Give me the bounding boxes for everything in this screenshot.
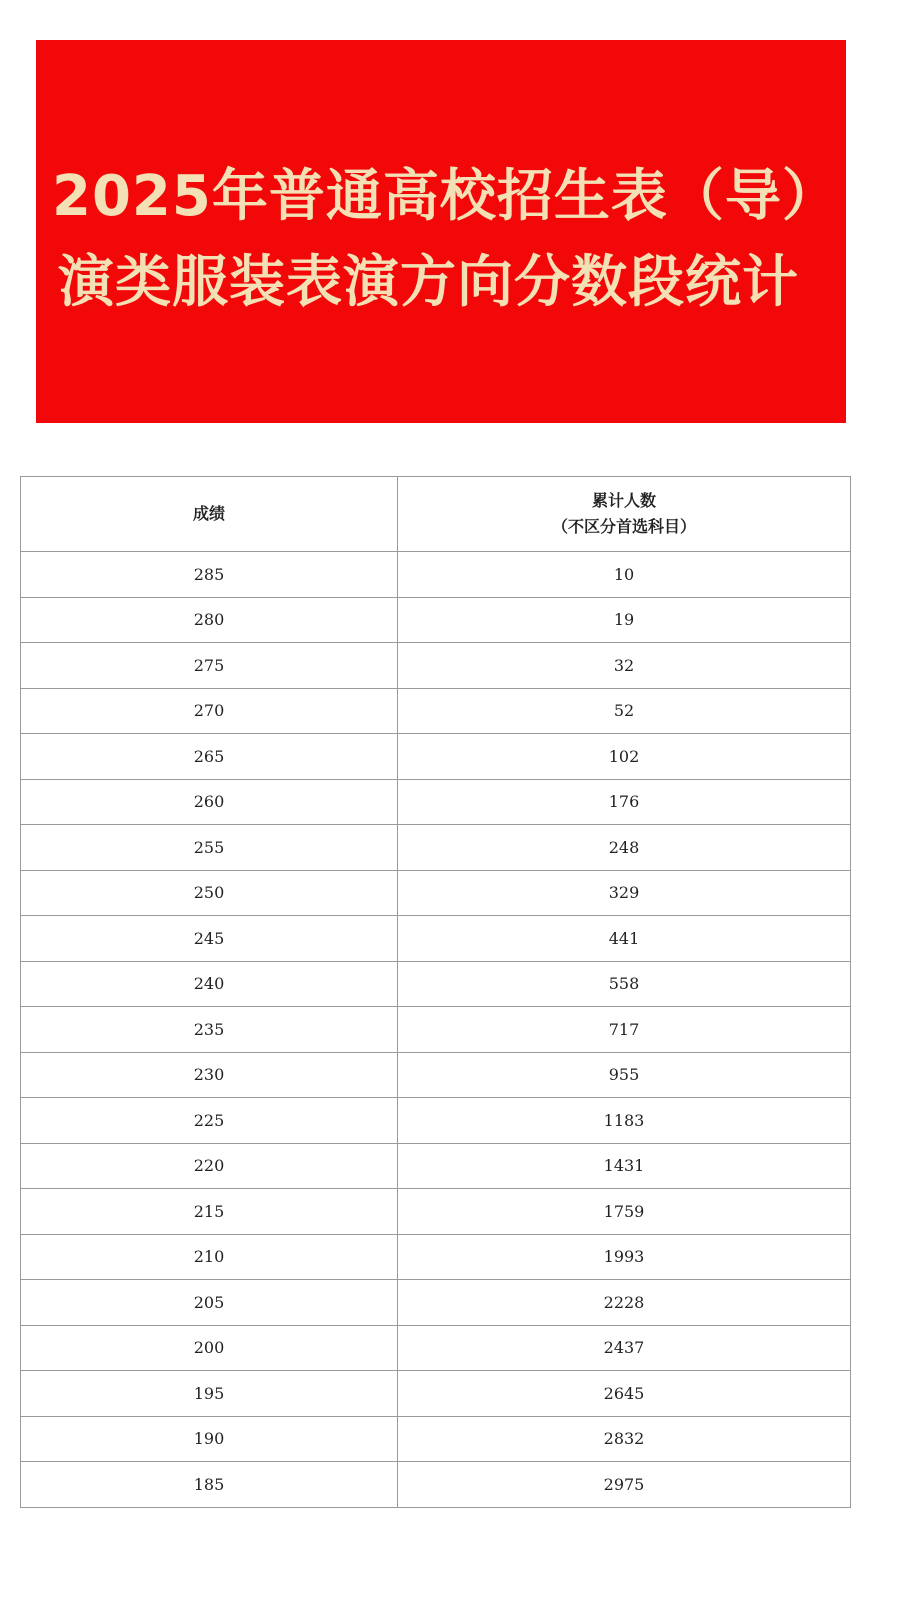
score-cell: 240 [21,961,398,1007]
header-count-note: （不区分首选科目） [551,517,696,536]
cumulative-count-cell: 441 [398,916,851,962]
score-cell: 195 [21,1371,398,1417]
score-cell: 245 [21,916,398,962]
header-count-title: 累计人数 [591,491,656,510]
cumulative-count-cell: 2832 [398,1416,851,1462]
score-cell: 225 [21,1098,398,1144]
table-row [21,1234,851,1280]
score-cell: 220 [21,1143,398,1189]
table-row [21,1007,851,1053]
table-row [21,597,851,643]
cumulative-count-cell: 32 [398,643,851,689]
table-row [21,552,851,598]
cumulative-count-cell: 10 [398,552,851,598]
score-cell: 265 [21,734,398,780]
score-cell: 215 [21,1189,398,1235]
table-row [21,1052,851,1098]
title-line-2: 演类服装表演方向分数段统计 [58,250,799,315]
cumulative-count-cell: 558 [398,961,851,1007]
cumulative-count-cell: 329 [398,870,851,916]
score-cell: 190 [21,1416,398,1462]
score-cell: 210 [21,1234,398,1280]
table-row [21,1325,851,1371]
score-cell: 270 [21,688,398,734]
cumulative-count-cell: 1993 [398,1234,851,1280]
score-cell: 250 [21,870,398,916]
score-cell: 260 [21,779,398,825]
cumulative-count-cell: 1759 [398,1189,851,1235]
table-row [21,961,851,1007]
table-header-row [21,477,851,552]
table-row [21,1143,851,1189]
score-cell: 200 [21,1325,398,1371]
cumulative-count-cell: 2645 [398,1371,851,1417]
table-row [21,1280,851,1326]
score-cell: 275 [21,643,398,689]
header-cumulative-count [398,477,851,552]
score-cell: 185 [21,1462,398,1508]
cumulative-count-cell: 176 [398,779,851,825]
score-cell: 285 [21,552,398,598]
score-cell: 205 [21,1280,398,1326]
table-row [21,870,851,916]
table-row [21,779,851,825]
score-cell: 230 [21,1052,398,1098]
score-cell: 280 [21,597,398,643]
cumulative-count-cell: 102 [398,734,851,780]
score-cell: 235 [21,1007,398,1053]
score-distribution-table [20,476,851,1508]
table-row [21,1098,851,1144]
cumulative-count-cell: 1183 [398,1098,851,1144]
table-row [21,688,851,734]
title-banner [36,40,846,423]
cumulative-count-cell: 248 [398,825,851,871]
cumulative-count-cell: 2228 [398,1280,851,1326]
table-body [21,552,851,1508]
cumulative-count-cell: 717 [398,1007,851,1053]
header-score: 成绩 [21,477,398,552]
table-row [21,1462,851,1508]
table-row [21,1189,851,1235]
table-row [21,1416,851,1462]
table-row [21,734,851,780]
table-row [21,643,851,689]
cumulative-count-cell: 2437 [398,1325,851,1371]
cumulative-count-cell: 52 [398,688,851,734]
cumulative-count-cell: 955 [398,1052,851,1098]
cumulative-count-cell: 2975 [398,1462,851,1508]
cumulative-count-cell: 19 [398,597,851,643]
table-row [21,916,851,962]
score-cell: 255 [21,825,398,871]
title-line-1: 2025年普通高校招生表（导） [52,164,839,229]
table-row [21,1371,851,1417]
cumulative-count-cell: 1431 [398,1143,851,1189]
table-row [21,825,851,871]
